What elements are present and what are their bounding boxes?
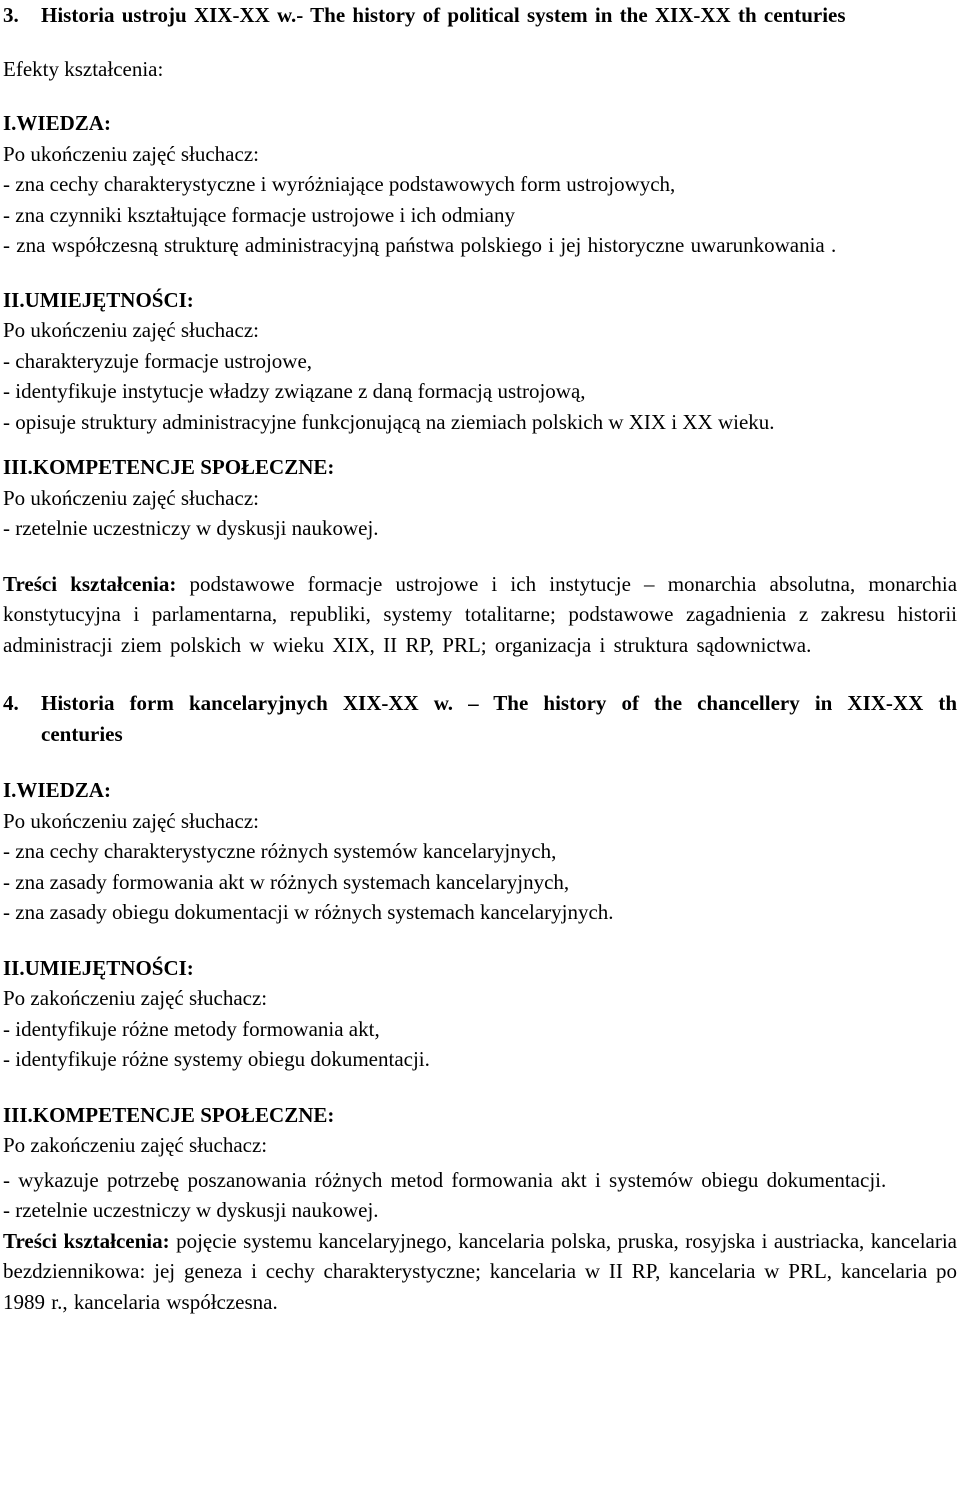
section-3-umiejetnosci-intro: Po ukończeniu zajęć słuchacz:	[3, 318, 259, 342]
section-4-heading	[3, 688, 957, 749]
section-3-wiedza-intro: Po ukończeniu zajęć słuchacz:	[3, 141, 259, 166]
section-3-kompetencje-item-1: - rzetelnie uczestniczy w dyskusji naukowej.	[3, 516, 379, 540]
section-3-umiejetnosci-item-3: - opisuje struktury administracyjne funkcjonującą na ziemiach polskich w XIX i XX wieku.	[3, 409, 775, 434]
section-4-tresci	[3, 1226, 957, 1318]
section-3-heading	[3, 0, 957, 31]
section-4-kompetencje-intro: Po zakończeniu zajęć słuchacz:	[3, 1133, 268, 1157]
section-3-title: Historia ustroju XIX-XX w.- The history of political system in the XIX-XX th centuries	[41, 3, 846, 27]
section-3-wiedza-item-3: - zna współczesną strukturę administracyjną państwa polskiego i jej historyczne uwarunkowania .	[3, 233, 837, 257]
section-3-tresci-label: Treści kształcenia:	[3, 571, 177, 596]
section-3-tresci-text: podstawowe formacje ustrojowe i ich instytucje – monarchia absolutna, monarchia konstytucyjna i parlamentarna, republiki, systemy totalitarne; podstawowe zagadnienia z zakresu historii administracji ziem polskich w wieku XIX, II RP, PRL; organizacja i struktura sądownictwa.	[3, 571, 958, 657]
section-4-umiejetnosci-item-2: - identyfikuje różne systemy obiegu dokumentacji.	[3, 1047, 430, 1071]
section-3-umiejetnosci-title: II.UMIEJĘTNOŚCI:	[3, 287, 194, 312]
section-3-tresci	[3, 569, 957, 661]
section-4-umiejetnosci-item-1: - identyfikuje różne metody formowania akt,	[3, 1016, 380, 1041]
section-3-umiejetnosci-item-1: - charakteryzuje formacje ustrojowe,	[3, 348, 313, 373]
section-3-kompetencje-intro: Po ukończeniu zajęć słuchacz:	[3, 485, 259, 510]
section-4-title: Historia form kancelaryjnych XIX-XX w. – The history of the chancellery in XIX-XX th centuries	[41, 691, 957, 746]
section-3-kompetencje-title: III.KOMPETENCJE SPOŁECZNE:	[3, 455, 335, 479]
section-4-number: 4.	[3, 691, 19, 715]
section-3-wiedza-title: I.WIEDZA:	[3, 111, 111, 135]
section-4-wiedza-item-1: - zna cechy charakterystyczne różnych systemów kancelaryjnych,	[3, 839, 557, 863]
section-4-wiedza-intro: Po ukończeniu zajęć słuchacz:	[3, 808, 259, 833]
section-3-number: 3.	[3, 3, 19, 27]
section-4-kompetencje-title: III.KOMPETENCJE SPOŁECZNE:	[3, 1102, 335, 1127]
section-3-wiedza-item-2: - zna czynniki kształtujące formacje ustrojowe i ich odmiany	[3, 202, 515, 227]
section-4-wiedza-item-3: - zna zasady obiegu dokumentacji w różnych systemach kancelaryjnych.	[3, 900, 614, 924]
section-4-wiedza-item-2: - zna zasady formowania akt w różnych systemach kancelaryjnych,	[3, 869, 570, 894]
section-4-wiedza-title: I.WIEDZA:	[3, 778, 111, 802]
section-3-umiejetnosci-item-2: - identyfikuje instytucje władzy związane z daną formacją ustrojową,	[3, 379, 586, 403]
section-4-kompetencje-item-1: - wykazuje potrzebę poszanowania różnych metod formowania akt i systemów obiegu dokumentacji.	[3, 1167, 887, 1192]
section-4-umiejetnosci-title: II.UMIEJĘTNOŚCI:	[3, 955, 194, 980]
section-4-kompetencje-item-2: - rzetelnie uczestniczy w dyskusji naukowej.	[3, 1198, 379, 1222]
section-4-tresci-label: Treści kształcenia:	[3, 1228, 170, 1253]
section-4-umiejetnosci-intro: Po zakończeniu zajęć słuchacz:	[3, 986, 268, 1010]
section-4-tresci-text: pojęcie systemu kancelaryjnego, kancelaria polska, pruska, rosyjska i austriacka, kancelaria bezdziennikowa: jej geneza i cechy charakterystyczne; kancelaria w II RP, kancelaria w PRL, kancelaria po 1989 r., kancelaria współczesna.	[3, 1228, 957, 1314]
section-3-efekty-label: Efekty kształcenia:	[3, 56, 164, 81]
section-3-wiedza-item-1: - zna cechy charakterystyczne i wyróżniające podstawowych form ustrojowych,	[3, 172, 676, 196]
